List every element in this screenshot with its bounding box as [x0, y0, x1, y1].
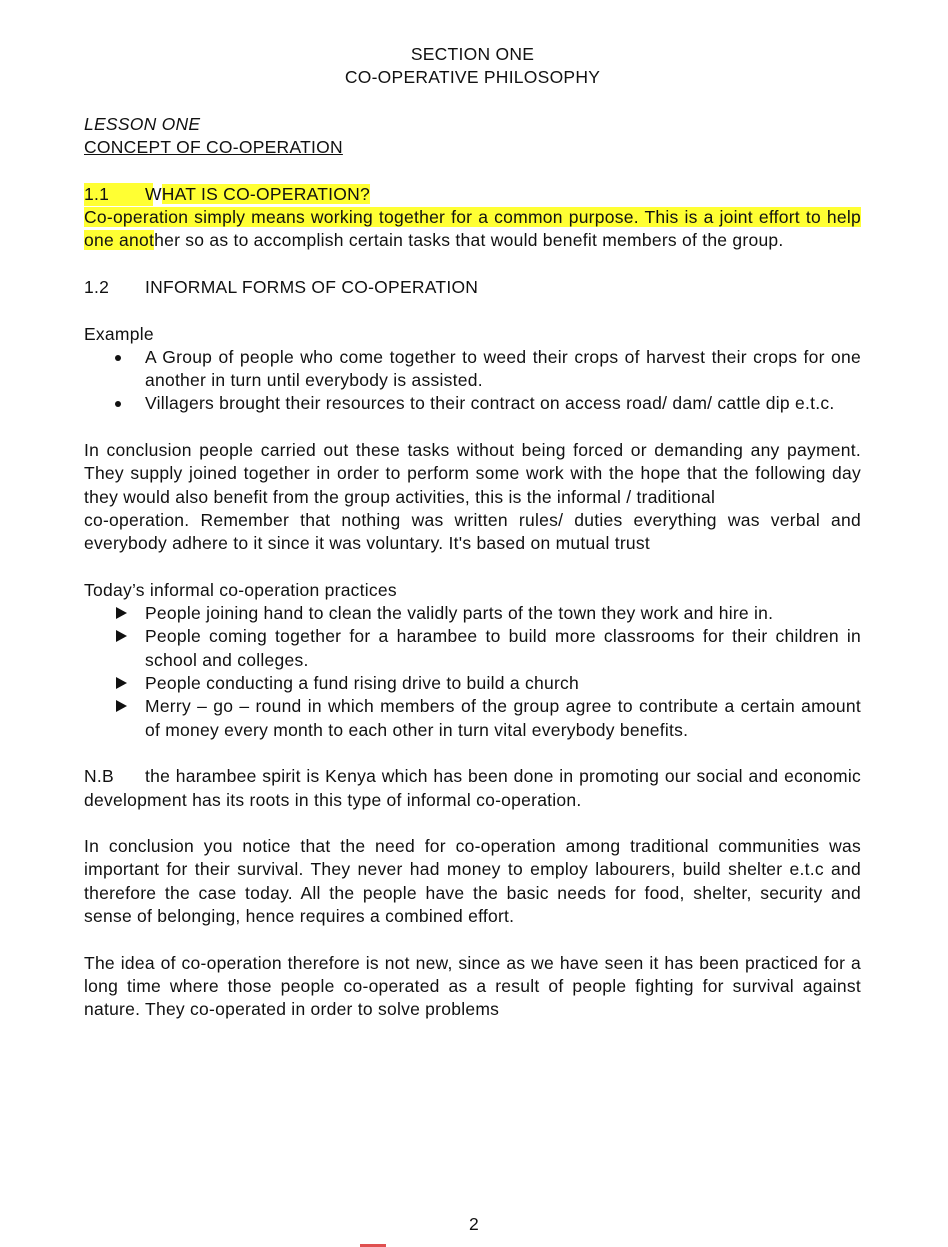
practices-list [84, 602, 861, 742]
heading-1-2 [84, 276, 861, 299]
list-item: People joining hand to clean the validly parts of the town they work and hire in. [84, 602, 861, 625]
nb-paragraph: N.B the harambee spirit is Kenya which has been done in promoting our social and economic development has its roots in this type of informal co-operation. [84, 766, 861, 810]
heading-1-2-title: INFORMAL FORMS OF CO-OPERATION [145, 276, 479, 297]
list-item: People coming together for a harambee to build more classrooms for their children in school and colleges. [84, 625, 861, 672]
nb-label: N.B [84, 766, 114, 787]
document-page [84, 43, 861, 1021]
list-item: Merry – go – round in which members of the group agree to contribute a certain amount of money every month to each other in turn vital everybody benefits. [84, 695, 861, 742]
page-number: 2 [469, 1214, 479, 1234]
list-item: Villagers brought their resources to their contract on access road/ dam/ cattle dip e.t.c. [84, 392, 861, 415]
idea-paragraph: The idea of co-operation therefore is not new, since as we have seen it has been practiced for a long time where those people co-operated as a result of people fighting for survival against nature. They co-operated in order to solve problems [84, 952, 861, 1020]
heading-1-1 [84, 183, 861, 206]
example-label: Example [84, 323, 154, 344]
conclusion-paragraph-1: In conclusion people carried out these tasks without being forced or demanding any payment. They supply joined together in order to perform some work with the hope that the following day they would also benefit from the group activities, this is the informal / traditional [84, 440, 861, 507]
list-item: People conducting a fund rising drive to build a church [84, 672, 861, 695]
heading-1-1-title: WHAT IS CO-OPERATION? [145, 183, 371, 204]
arrow-bullet-icon [116, 700, 127, 712]
list-item: A Group of people who come together to weed their crops of harvest their crops for one another in turn until everybody is assisted. [84, 346, 861, 393]
section-subtitle: CO-OPERATIVE PHILOSOPHY [344, 67, 601, 88]
heading-1-2-number: 1.2 [84, 276, 110, 297]
conclusion-paragraph-2: co-operation. Remember that nothing was written rules/ duties everything was verbal and everybody adhere to it since it was voluntary. It's based on mutual trust [84, 509, 861, 554]
practices-label: Today’s informal co-operation practices [84, 579, 397, 600]
arrow-bullet-icon [116, 607, 127, 619]
cooperation-definition: Co-operation simply means working together for a common purpose. This is a joint effort to help one another so as to accomplish certain tasks that would benefit members of the group. [84, 207, 861, 251]
lesson-title: CONCEPT OF CO-OPERATION [84, 137, 343, 158]
lesson-label: LESSON ONE [84, 113, 201, 134]
heading-1-1-number: 1.1 [84, 183, 153, 206]
example-list [84, 346, 861, 416]
section-title: SECTION ONE [410, 44, 535, 64]
arrow-bullet-icon [116, 630, 127, 642]
conclusion-paragraph-3: In conclusion you notice that the need for co-operation among traditional communities was important for their survival. They never had money to employ labourers, build shelter e.t.c and therefore the case today. All the people have the basic needs for food, shelter, security and sense of belonging, hence requires a combined effort. [84, 836, 861, 926]
arrow-bullet-icon [116, 677, 127, 689]
